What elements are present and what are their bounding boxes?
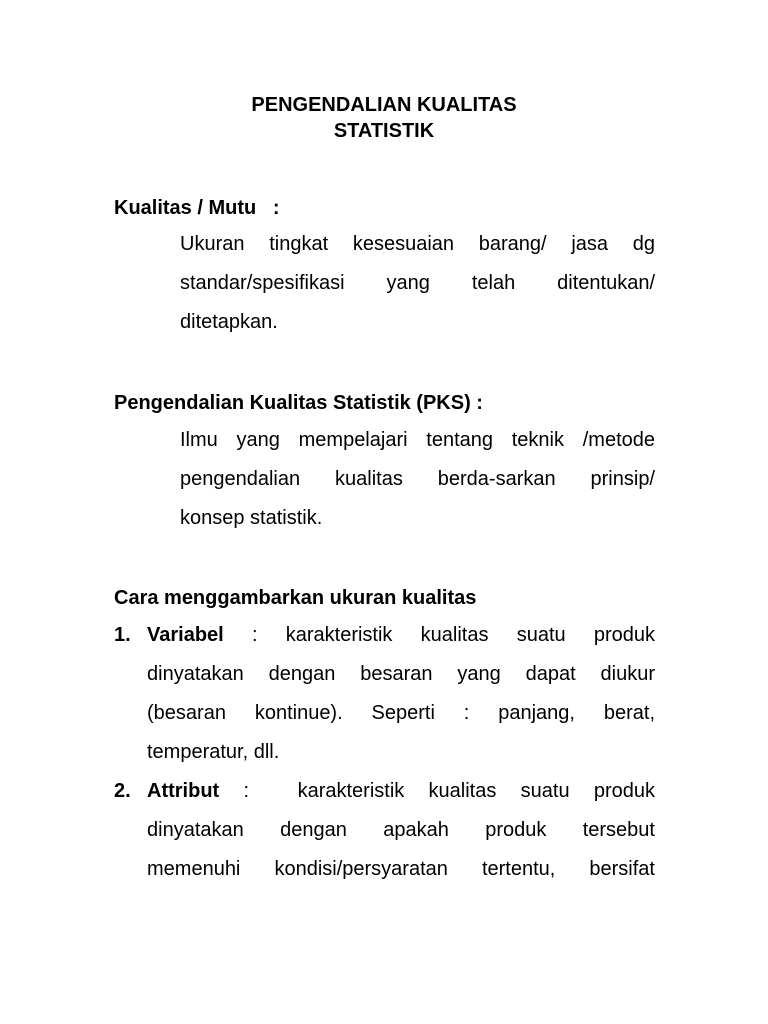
section-heading-kualitas: Kualitas / Mutu : xyxy=(114,197,280,219)
item-first-line xyxy=(147,621,655,660)
list-number: 1. xyxy=(114,624,131,646)
body-line: memenuhi kondisi/persyaratan tertentu, bersifat xyxy=(147,858,655,880)
list-item-attribut xyxy=(147,777,655,894)
section-body-pks xyxy=(180,426,655,543)
body-line: ditetapkan. xyxy=(180,311,278,333)
body-line: dinyatakan dengan besaran yang dapat diukur xyxy=(147,663,655,685)
item-first-line-text: : karakteristik kualitas suatu produk xyxy=(223,624,655,646)
body-line: pengendalian kualitas berda-sarkan prinsip/ xyxy=(180,468,655,490)
body-line: konsep statistik. xyxy=(180,507,323,529)
section-heading-cara: Cara menggambarkan ukuran kualitas xyxy=(114,587,477,609)
item-term: Variabel xyxy=(147,624,224,646)
item-term: Attribut xyxy=(147,780,220,802)
body-line: Ukuran tingkat kesesuaian barang/ jasa dg xyxy=(180,233,655,255)
section-body-kualitas xyxy=(180,230,655,347)
body-line: standar/spesifikasi yang telah ditentukan/ xyxy=(180,272,655,294)
body-line: Ilmu yang mempelajari tentang teknik /metode xyxy=(180,429,655,451)
document-title-line2: STATISTIK xyxy=(333,120,435,142)
section-heading-pks: Pengendalian Kualitas Statistik (PKS) : xyxy=(114,392,483,414)
item-first-line xyxy=(147,777,655,816)
list-number: 2. xyxy=(114,780,131,802)
body-line: (besaran kontinue). Seperti : panjang, berat, xyxy=(147,702,655,724)
item-first-line-text: : karakteristik kualitas suatu produk xyxy=(219,780,655,802)
body-line: dinyatakan dengan apakah produk tersebut xyxy=(147,819,655,841)
document-title-line1: PENGENDALIAN KUALITAS xyxy=(251,94,517,116)
body-line: temperatur, dll. xyxy=(147,741,280,763)
list-item-variabel xyxy=(147,621,655,777)
